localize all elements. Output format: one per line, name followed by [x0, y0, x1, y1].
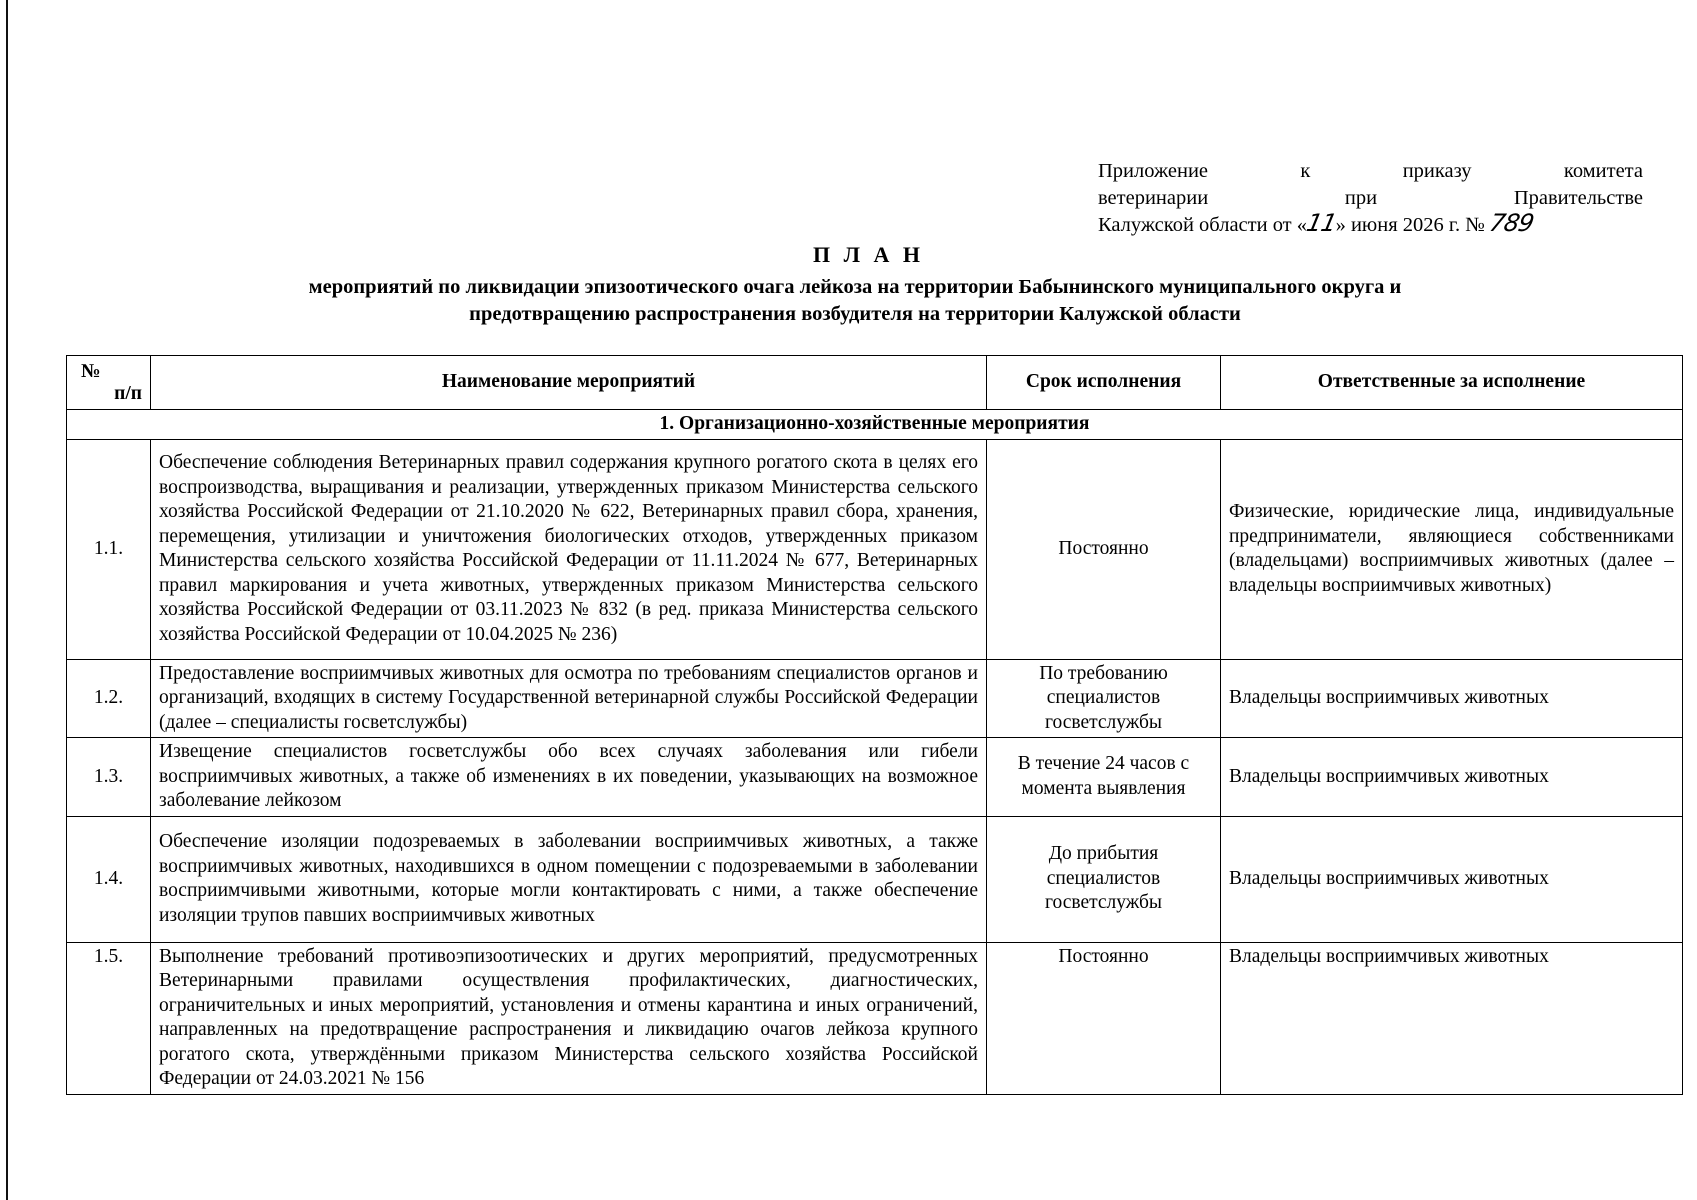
header-number	[67, 356, 151, 410]
document-title: П Л А Н	[812, 242, 924, 267]
section-row	[67, 410, 1683, 440]
row-term: Постоянно	[987, 439, 1221, 659]
appendix-date-prefix: Калужской области от «	[1098, 214, 1308, 236]
document-subtitle	[140, 274, 1570, 328]
row-number: 1.1.	[67, 439, 151, 659]
appendix-line-3	[1098, 209, 1643, 239]
row-description: Обеспечение изоляции подозреваемых в заболевании восприимчивых животных, а также восприимчивых животных, находившихся в одном помещении с подозреваемыми в заболевании восприимчивыми животными, которые могли контактировать с ними, а также обеспечение изоляции трупов павших восприимчивых животных	[151, 816, 987, 942]
header-term: Срок исполнения	[987, 356, 1221, 410]
row-responsible: Владельцы восприимчивых животных	[1221, 816, 1683, 942]
scan-edge-line	[6, 0, 8, 1200]
row-responsible: Владельцы восприимчивых животных	[1221, 738, 1683, 817]
handwritten-day: 11	[1304, 209, 1339, 237]
table-row	[67, 942, 1683, 1094]
row-number: 1.4.	[67, 816, 151, 942]
row-responsible: Владельцы восприимчивых животных	[1221, 659, 1683, 738]
row-term: По требованию специалистов госветслужбы	[987, 659, 1221, 738]
header-number-pp: п/п	[114, 382, 142, 404]
appendix-line-2: ветеринарии при Правительстве	[1098, 187, 1643, 209]
appendix-note	[1098, 158, 1643, 239]
table-row	[67, 659, 1683, 738]
row-term: До прибытия специалистов госветслужбы	[987, 816, 1221, 942]
table-row	[67, 439, 1683, 659]
header-number-sign: №	[81, 360, 101, 382]
section-title: 1. Организационно-хозяйственные мероприятия	[67, 410, 1683, 440]
appendix-date-middle: » июня 2026 г. №	[1335, 214, 1485, 236]
row-description: Предоставление восприимчивых животных для осмотра по требованиям специалистов органов и организаций, входящих в систему Государственной ветеринарной службы Российской Федерации (далее – специалисты госветслужбы)	[151, 659, 987, 738]
handwritten-order-number: 789	[1486, 209, 1536, 237]
appendix-line-1: Приложение к приказу комитета	[1098, 160, 1643, 182]
row-number: 1.3.	[67, 738, 151, 817]
table-header-row	[67, 356, 1683, 410]
row-description: Обеспечение соблюдения Ветеринарных правил содержания крупного рогатого скота в целях его воспроизводства, выращивания и реализации, утвержденных приказом Министерства сельского хозяйства Российской Федерации от 21.10.2020 № 622, Ветеринарных правил сбора, хранения, перемещения, утилизации и уничтожения биологических отходов, утвержденных приказом Министерства сельского хозяйства Российской Федерации от 11.11.2024 № 677, Ветеринарных правил маркирования и учета животных, утвержденных приказом Министерства сельского хозяйства Российской Федерации от 03.11.2023 № 832 (в ред. приказа Министерства сельского хозяйства Российской Федерации от 10.04.2025 № 236)	[151, 439, 987, 659]
row-number: 1.5.	[67, 942, 151, 1094]
row-description: Выполнение требований противоэпизоотических и других мероприятий, предусмотренных Ветеринарными правилами осуществления профилактических, диагностических, ограничительных и иных мероприятий, установления и отмены карантина и иных ограничений, направленных на предотвращение распространения и ликвидацию очагов лейкоза крупного рогатого скота, утверждёнными приказом Министерства сельского хозяйства Российской Федерации от 24.03.2021 № 156	[151, 942, 987, 1094]
subtitle-line-1: мероприятий по ликвидации эпизоотического очага лейкоза на территории Бабынинского муниципального округа и	[308, 276, 1402, 298]
plan-table	[66, 355, 1683, 1095]
row-term: В течение 24 часов с момента выявления	[987, 738, 1221, 817]
row-responsible: Физические, юридические лица, индивидуальные предприниматели, являющиеся собственниками (владельцами) восприимчивых животных (далее – владельцы восприимчивых животных)	[1221, 439, 1683, 659]
row-responsible: Владельцы восприимчивых животных	[1221, 942, 1683, 1094]
row-description: Извещение специалистов госветслужбы обо всех случаях заболевания или гибели восприимчивых животных, а также об изменениях в их поведении, указывающих на возможное заболевание лейкозом	[151, 738, 987, 817]
header-responsible: Ответственные за исполнение	[1221, 356, 1683, 410]
table-row	[67, 738, 1683, 817]
subtitle-line-2: предотвращению распространения возбудителя на территории Калужской области	[469, 303, 1241, 325]
row-number: 1.2.	[67, 659, 151, 738]
row-term: Постоянно	[987, 942, 1221, 1094]
table-row	[67, 816, 1683, 942]
header-name: Наименование мероприятий	[151, 356, 987, 410]
